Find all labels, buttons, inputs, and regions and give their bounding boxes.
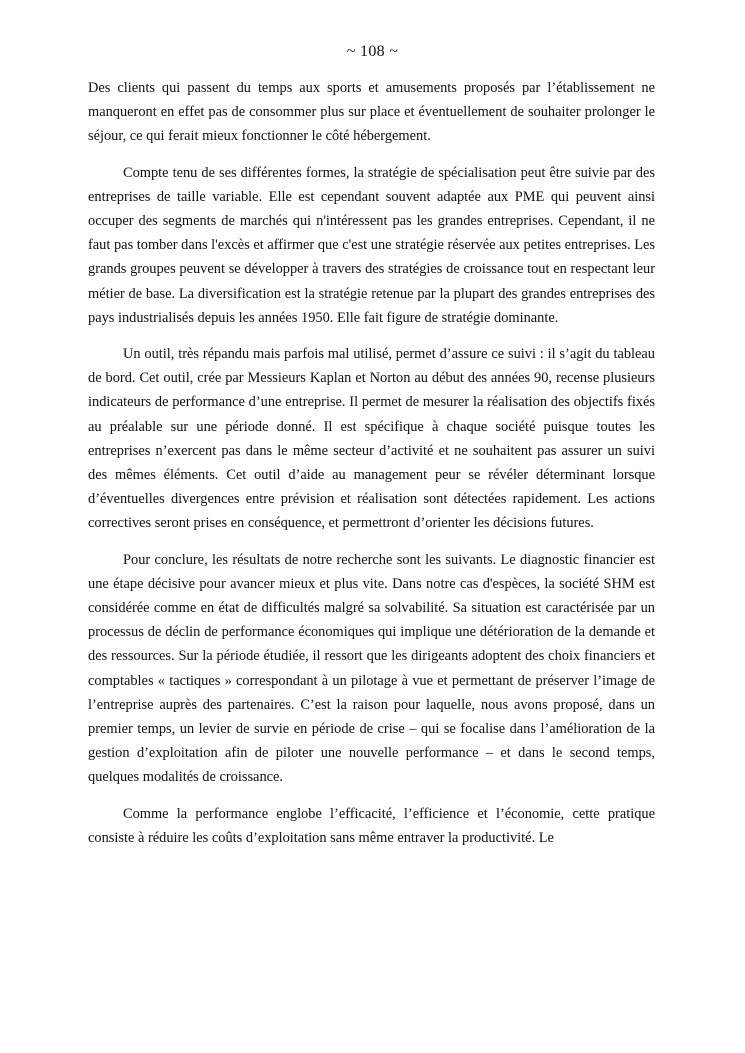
body-text [88, 76, 655, 862]
paragraph-tableau-de-bord: Un outil, très répandu mais parfois mal utilisé, permet d’assure ce suivi : il s’agit du tableau de bord. Cet outil, crée par Messieurs Kaplan et Norton au début des années 90, recense plusieurs indicateurs de performance d’une entreprise. Il permet de mesurer la réalisation des objectifs fixés au préalable sur une période donné. Il est spécifique à chaque société puisque toutes les entreprises n’exercent pas dans le même secteur d’activité et ne souhaitent pas assurer un suivi des mêmes éléments. Cet outil d’aide au management peur se révéler déterminant lorsque d’éventuelles divergences entre prévision et réalisation sont détectées rapidement. Les actions correctives seront prises en conséquence, et permettront d’orienter les décisions futures. [88, 346, 655, 532]
paragraph-specialisation-strategy: Compte tenu de ses différentes formes, la stratégie de spécialisation peut être suivie par des entreprises de taille variable. Elle est cependant souvent adaptée aux PME qui peuvent ainsi occuper des segments de marchés qui n'intéressent pas les grandes entreprises. Cependant, il ne faut pas tomber dans l'excès et affirmer que c'est une stratégie réservée aux petites entreprises. Les grands groupes peuvent se développer à travers des stratégies de croissance tout en respectant leur métier de base. La diversification est la stratégie retenue par la plupart des grandes entreprises des pays industrialisés depuis les années 1950. Elle fait figure de stratégie dominante. [88, 164, 655, 326]
paragraph-continuation: Des clients qui passent du temps aux sports et amusements proposés par l’établissement ne manqueront en effet pas de consommer plus sur place et éventuellement de souhaiter prolonger le séjour, ce qui ferait mieux fonctionner le côté hébergement. [88, 80, 655, 145]
page-number: ~ 108 ~ [346, 43, 399, 60]
paragraph-conclusion: Pour conclure, les résultats de notre recherche sont les suivants. Le diagnostic financier est une étape décisive pour avancer mieux et plus vite. Dans notre cas d'espèces, la société SHM est considérée comme en état de difficultés malgré sa solvabilité. Sa situation est caractérisée par un processus de déclin de performance économiques qui implique une détérioration de la demande et des ressources. Sur la période étudiée, il ressort que les dirigeants adoptent des choix financiers et comptables « tactiques » correspondant à un pilotage à vue et permettant de préserver l’image de l’entreprise auprès des partenaires. C’est la raison pour laquelle, nous avons proposé, dans un premier temps, un levier de survie en période de crise – qui se focalise dans l’amélioration de la gestion d’exploitation afin de piloter une nouvelle performance – et dans le second temps, quelques modalités de croissance. [88, 551, 655, 786]
paragraph-performance: Comme la performance englobe l’efficacité, l’efficience et l’économie, cette pratique consiste à réduire les coûts d’exploitation sans même entraver la productivité. Le [88, 805, 655, 846]
